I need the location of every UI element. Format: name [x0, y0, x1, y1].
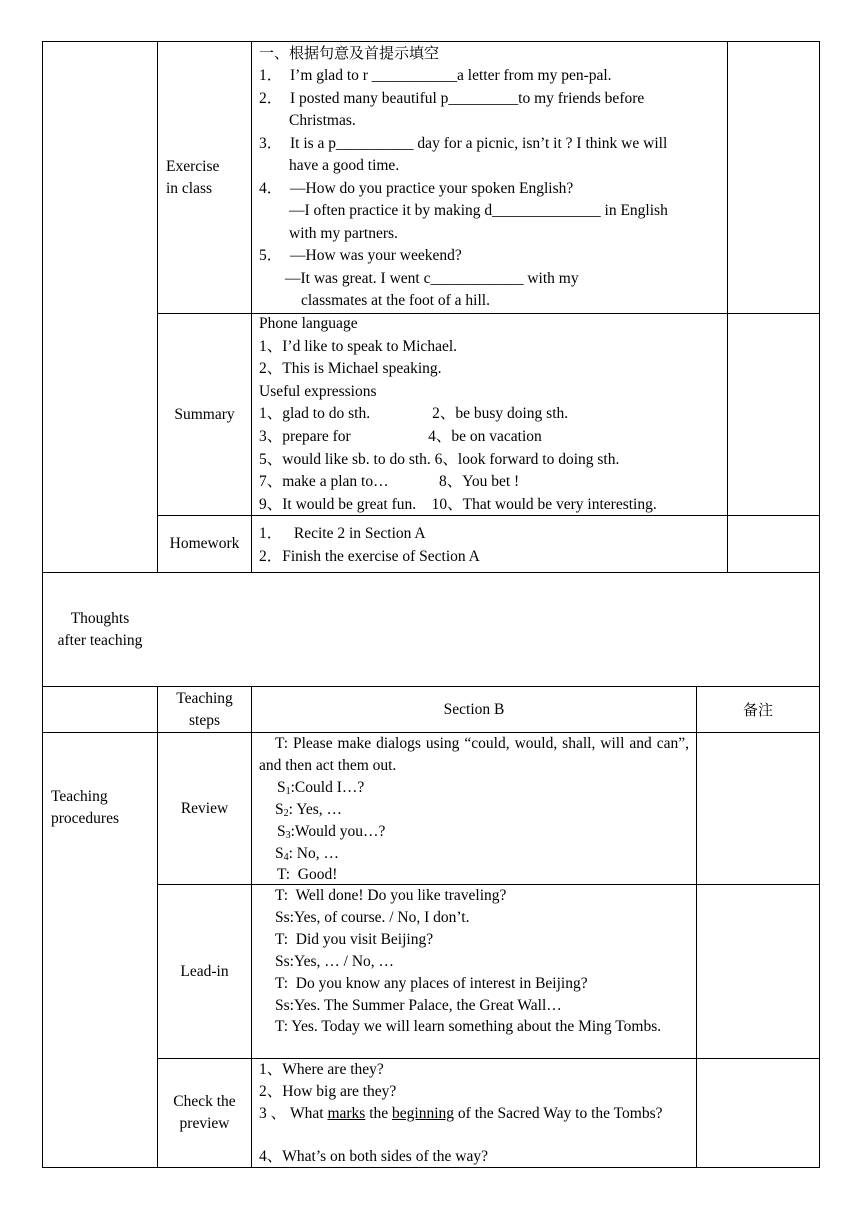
teaching-steps-line2: steps — [189, 711, 220, 729]
review-s1-text: :Could I…? — [290, 779, 365, 796]
rule-col3-lower — [696, 686, 697, 1168]
summary-label-cell — [158, 314, 251, 515]
check-q3-part3: of the Sacred Way to the Tombs? — [454, 1105, 663, 1122]
check-q1: 1、Where are they? — [259, 1061, 384, 1078]
check-q3-part2: the — [365, 1105, 393, 1122]
review-s2-sub: 2 — [283, 808, 289, 819]
review-s4-text: : No, … — [288, 845, 339, 862]
notes-title: 备注 — [742, 700, 773, 719]
leadin-label: Lead-in — [180, 962, 229, 980]
leadin-line-5: T: Do you know any places of interest in Beijing? — [275, 975, 588, 992]
summary-line-8: 7、make a plan to… 8、You bet ! — [259, 473, 520, 490]
exercise-item-3-cont: have a good time. — [289, 157, 400, 174]
teaching-steps-line1: Teaching — [176, 689, 233, 707]
check-q3 — [259, 1103, 689, 1125]
exercise-label-line2: in class — [166, 179, 213, 197]
review-label: Review — [180, 799, 229, 817]
check-label-line2: preview — [179, 1115, 230, 1132]
leadin-line-2: Ss:Yes, of course. / No, I don’t. — [275, 909, 470, 926]
review-last: T: Good! — [277, 866, 338, 883]
leadin-label-cell — [158, 885, 251, 1058]
notes-header — [697, 687, 819, 732]
review-s2-text: : Yes, … — [288, 801, 343, 818]
homework-label-cell — [158, 516, 251, 572]
teaching-steps-header — [158, 687, 251, 732]
exercise-item-5: 5． —How was your weekend? — [259, 247, 462, 264]
homework-line-2: 2．Finish the exercise of Section A — [259, 548, 480, 565]
exercise-heading: 一、根据句意及首提示填空 — [259, 44, 440, 62]
review-s3-text: :Would you…? — [290, 823, 386, 840]
rule-exercise-bottom — [157, 313, 819, 314]
thoughts-label-line2: after teaching — [57, 631, 143, 649]
exercise-item-4-reply: —I often practice it by making d______________ in English — [289, 202, 668, 219]
review-s2-speaker: S — [275, 801, 284, 818]
rule-col2-lower — [251, 686, 252, 1168]
check-label-cell — [158, 1059, 251, 1167]
leadin-line-3: T: Did you visit Beijing? — [275, 931, 434, 948]
review-s3-sub: 3 — [285, 830, 291, 841]
exercise-label-line1: Exercise — [166, 157, 220, 175]
check-q3-underline-marks: marks — [327, 1105, 366, 1122]
check-q3-part1: 3 、 What — [259, 1105, 328, 1122]
procedures-label-line2: procedures — [51, 810, 119, 827]
procedures-label-cell — [51, 733, 157, 883]
exercise-item-2-cont: Christmas. — [289, 112, 356, 129]
summary-line-7: 5、would like sb. to do sth. 6、look forward to doing sth. — [259, 451, 620, 468]
summary-line-2: 1、I’d like to speak to Michael. — [259, 338, 458, 355]
check-q2: 2、How big are they? — [259, 1083, 397, 1100]
exercise-item-1: 1． I’m glad to r ___________a letter from my pen-pal. — [259, 67, 612, 84]
exercise-label-cell — [158, 42, 241, 313]
exercise-item-2: 2． I posted many beautiful p_________to my friends before — [259, 90, 645, 107]
leadin-line-6: Ss:Yes. The Summer Palace, the Great Wall… — [275, 997, 562, 1014]
review-s1-speaker: S — [277, 779, 286, 796]
summary-line-3: 2、This is Michael speaking. — [259, 360, 442, 377]
leadin-line-4: Ss:Yes, … / No, … — [275, 953, 395, 970]
homework-label: Homework — [169, 535, 240, 552]
exercise-item-3: 3． It is a p__________ day for a picnic, isn’t it ? I think we will — [259, 135, 668, 152]
section-b-header — [252, 687, 696, 732]
section-b-title: Section B — [443, 700, 505, 718]
summary-line-1: Phone language — [259, 315, 358, 332]
review-instruction: T: Please make dialogs using “could, would, shall, will and can”, and then act them out. — [259, 735, 689, 774]
check-q4: 4、What’s on both sides of the way? — [259, 1148, 489, 1165]
exercise-item-5-cont: classmates at the foot of a hill. — [301, 292, 490, 309]
exercise-item-4-cont: with my partners. — [289, 225, 398, 242]
thoughts-label-cell — [43, 573, 157, 686]
check-label-line1: Check the — [173, 1093, 236, 1110]
check-q3-underline-beginning: beginning — [392, 1105, 455, 1122]
review-s4-sub: 4 — [283, 852, 289, 863]
rule-right — [819, 41, 820, 1168]
homework-line-1: 1． Recite 2 in Section A — [259, 525, 426, 542]
summary-label: Summary — [174, 405, 235, 423]
summary-line-4: Useful expressions — [259, 383, 377, 400]
thoughts-label-line1: Thoughts — [70, 609, 130, 627]
review-s3-speaker: S — [277, 823, 286, 840]
rule-homework-bottom — [42, 572, 819, 573]
summary-line-5: 1、glad to do sth. 2、be busy doing sth. — [259, 405, 569, 422]
exercise-item-4: 4． —How do you practice your spoken English? — [259, 180, 574, 197]
review-s1-sub: 1 — [285, 786, 291, 797]
review-s4-speaker: S — [275, 845, 284, 862]
rule-col3-upper — [727, 41, 728, 572]
rule-col2-upper — [251, 41, 252, 572]
leadin-line-1: T: Well done! Do you like traveling? — [275, 887, 507, 904]
leadin-last: T: Yes. Today we will learn something about the Ming Tombs. — [275, 1018, 662, 1035]
rule-leadin-bottom — [157, 1058, 819, 1059]
review-label-cell — [158, 733, 251, 884]
procedures-label-line1: Teaching — [51, 788, 108, 805]
summary-line-6: 3、prepare for 4、be on vacation — [259, 428, 542, 445]
summary-line-9: 9、It would be great fun. 10、That would be very interesting. — [259, 496, 657, 513]
exercise-item-5-reply: —It was great. I went c____________ with my — [285, 270, 579, 287]
